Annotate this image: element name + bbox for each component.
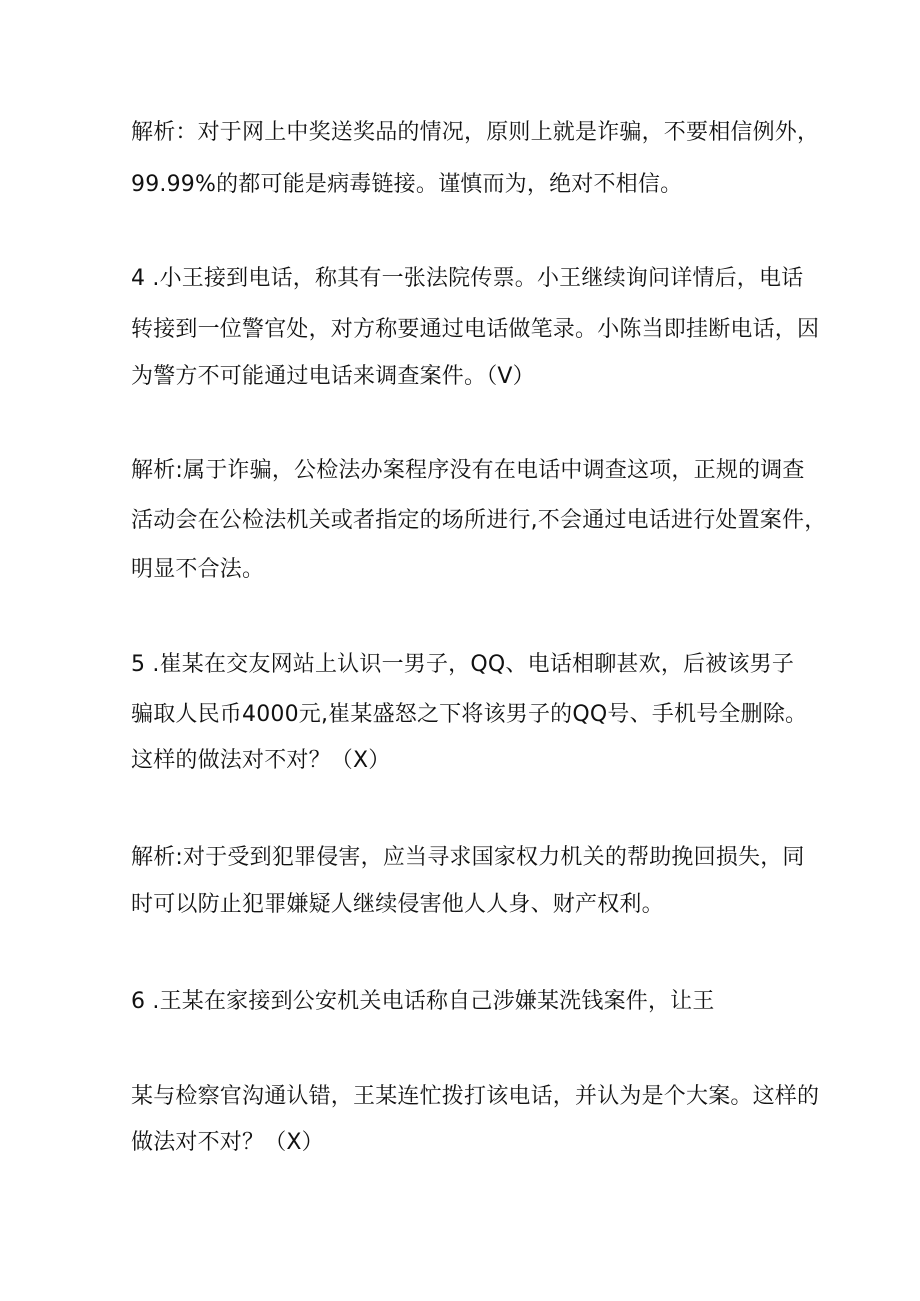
- text-line: 解析：对于网上中奖送奖品的情况，原则上就是诈骗，不要相信例外，: [131, 120, 820, 145]
- text-line: 明显不合法。: [131, 557, 265, 582]
- text-line: 解析:属于诈骗，公检法办案程序没有在电话中调查这项，正规的调查: [131, 458, 805, 483]
- text-line: 6 .王某在家接到公安机关电话称自己涉嫌某洗钱案件，让王: [131, 989, 715, 1014]
- text-line: 某与检察官沟通认错，王某连忙拨打该电话，并认为是个大案。这样的: [131, 1084, 820, 1109]
- text-line: 骗取人民币4000元,崔某盛怒之下将该男子的QQ号、手机号全删除。: [131, 702, 808, 727]
- text-line: 99.99%的都可能是病毒链接。谨慎而为，绝对不相信。: [131, 172, 683, 197]
- text-line: 为警方不可能通过电话来调查案件。（V）: [131, 364, 535, 389]
- text-line: 活动会在公检法机关或者指定的场所进行,不会通过电话进行处置案件，: [131, 508, 827, 533]
- text-line: 时可以防止犯罪嫌疑人继续侵害他人人身、财产权利。: [131, 892, 664, 917]
- text-line: 解析:对于受到犯罪侵害，应当寻求国家权力机关的帮助挽回损失，同: [131, 845, 805, 870]
- text-line: 4 .小王接到电话，称其有一张法院传票。小王继续询问详情后，电话: [131, 266, 804, 291]
- text-line: 转接到一位警官处，对方称要通过电话做笔录。小陈当即挂断电话，因: [131, 317, 820, 342]
- text-line: 5 .崔某在交友网站上认识一男子，QQ、电话相聊甚欢，后被该男子: [131, 652, 795, 677]
- text-line: 做法对不对？（X）: [131, 1130, 324, 1155]
- text-line: 这样的做法对不对？（X）: [131, 748, 391, 773]
